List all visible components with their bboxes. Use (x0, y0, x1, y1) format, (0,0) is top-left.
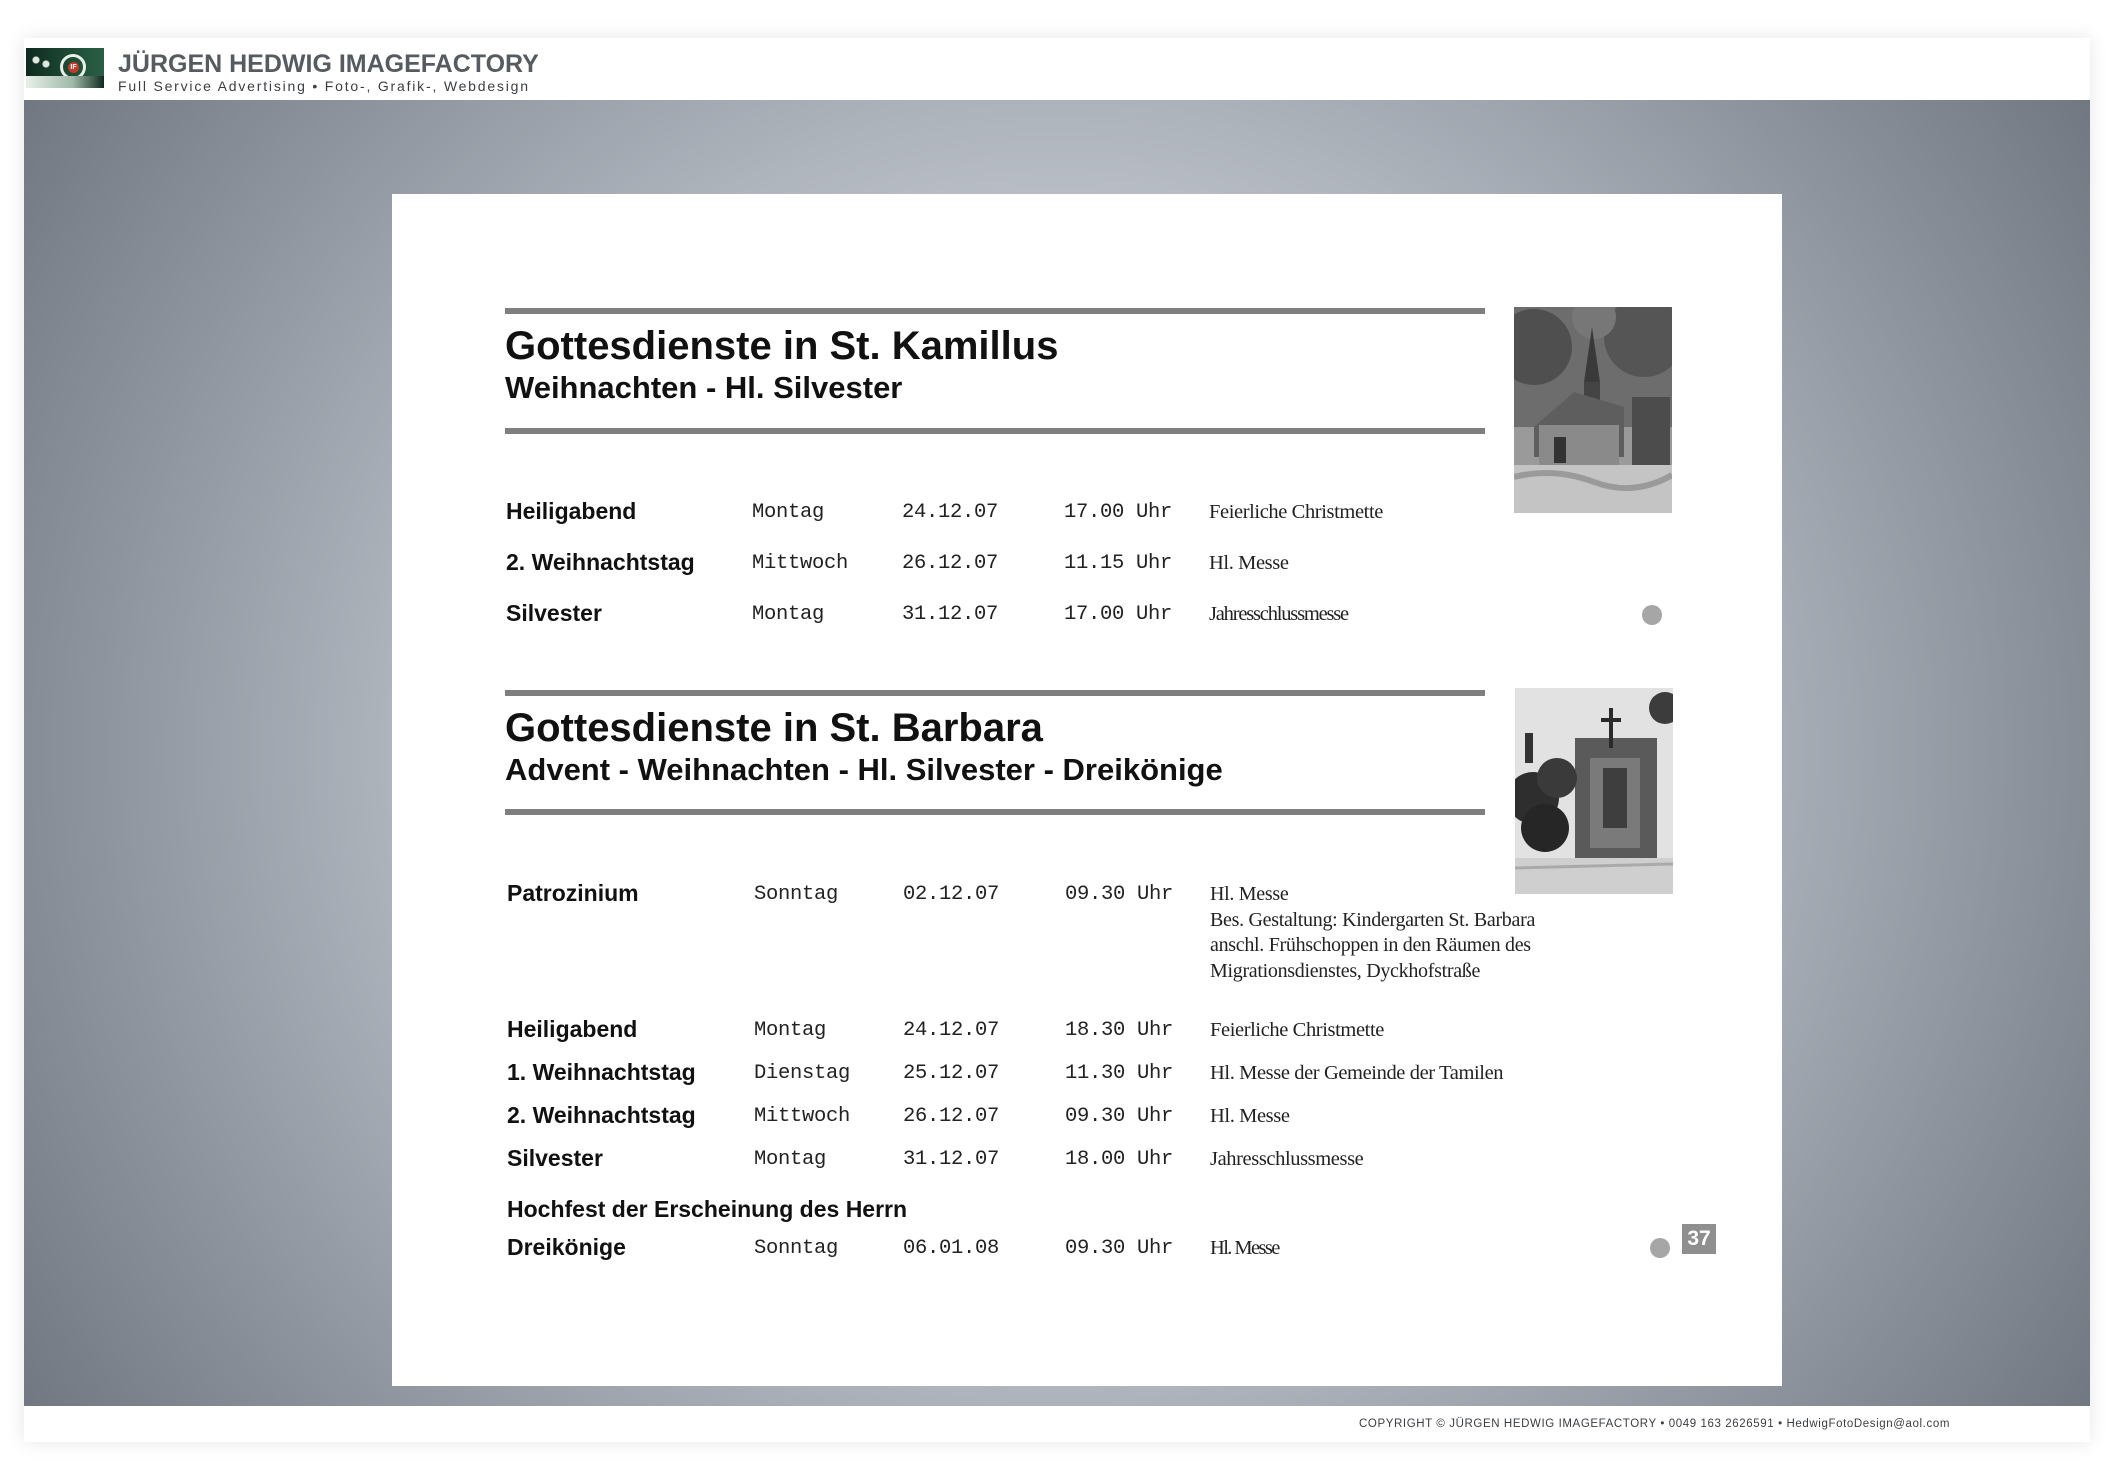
event-day: Montag (754, 1019, 827, 1042)
event-description: Feierliche Christmette (1210, 1019, 1384, 1041)
event-time: 09.30 Uhr (1065, 1237, 1174, 1260)
event-date: 24.12.07 (902, 501, 999, 524)
event-description-block (1210, 882, 1535, 984)
logo-dots-decoration (30, 52, 54, 72)
imagefactory-logo-icon (26, 48, 104, 88)
event-time: 11.15 Uhr (1064, 552, 1173, 575)
event-day: Dienstag (754, 1062, 851, 1085)
event-day: Montag (752, 603, 825, 626)
event-time: 11.30 Uhr (1065, 1062, 1174, 1085)
site-header (24, 38, 2090, 100)
section-subtitle: Advent - Weihnachten - Hl. Silvester - Dreikönige (505, 752, 1223, 787)
event-description: Hl. Messe (1209, 552, 1289, 574)
event-time: 18.30 Uhr (1065, 1019, 1174, 1042)
event-day: Montag (752, 501, 825, 524)
event-time: 09.30 Uhr (1065, 883, 1174, 906)
event-name: Dreikönige (507, 1234, 626, 1260)
event-name: Silvester (507, 1145, 603, 1171)
logo-bar-shape (26, 76, 104, 88)
event-time: 09.30 Uhr (1065, 1105, 1174, 1128)
event-description: Hl. Messe (1210, 1105, 1290, 1127)
event-date: 24.12.07 (903, 1019, 1000, 1042)
event-day: Sonntag (754, 1237, 839, 1260)
brochure-page (392, 194, 1782, 1386)
section-title: Gottesdienste in St. Barbara (505, 706, 1043, 750)
event-day: Sonntag (754, 883, 839, 906)
event-name: Patrozinium (507, 880, 639, 906)
event-description-line: Migrationsdienstes, Dyckhofstraße (1210, 959, 1481, 982)
logo-if-mark: IF (68, 62, 79, 73)
event-heading: Hochfest der Erscheinung des Herrn (507, 1196, 908, 1222)
section-rule-bottom (505, 428, 1485, 434)
event-date: 26.12.07 (903, 1105, 1000, 1128)
event-name: Silvester (506, 600, 602, 626)
section-subtitle: Weihnachten - Hl. Silvester (505, 370, 903, 405)
event-day: Mittwoch (754, 1105, 851, 1128)
event-description-line: anschl. Frühschoppen in den Räumen des (1210, 934, 1531, 956)
section-rule-top (505, 308, 1485, 314)
event-time: 17.00 Uhr (1064, 501, 1173, 524)
event-day: Montag (754, 1148, 827, 1171)
brand-name: JÜRGEN HEDWIG IMAGEFACTORY (118, 50, 539, 78)
event-date: 31.12.07 (903, 1148, 1000, 1171)
event-time: 18.00 Uhr (1065, 1148, 1174, 1171)
church-st-barbara-photo (1515, 688, 1673, 894)
event-description: Hl. Messe (1210, 1237, 1279, 1259)
event-name: 2. Weihnachtstag (507, 1102, 696, 1128)
bullet-dot (1650, 1238, 1670, 1258)
event-description: Jahresschlussmesse (1210, 1148, 1364, 1170)
event-description-line: Bes. Gestaltung: Kindergarten St. Barbara (1210, 908, 1536, 931)
event-description: Hl. Messe der Gemeinde der Tamilen (1210, 1062, 1504, 1084)
event-description: Feierliche Christmette (1209, 501, 1383, 523)
site-footer (24, 1406, 2090, 1442)
event-date: 06.01.08 (903, 1237, 1000, 1260)
event-name: Heiligabend (506, 498, 637, 524)
section-rule-top (505, 690, 1485, 696)
section-rule-bottom (505, 809, 1485, 815)
event-description: Jahresschlussmesse (1209, 603, 1348, 625)
event-name: 2. Weihnachtstag (506, 549, 695, 575)
section-title: Gottesdienste in St. Kamillus (505, 324, 1059, 368)
bullet-dot (1642, 605, 1662, 625)
church-st-kamillus-photo (1514, 307, 1672, 513)
event-name: Heiligabend (507, 1016, 638, 1042)
event-description-line: Hl. Messe (1210, 883, 1289, 905)
presentation-frame (24, 38, 2090, 1442)
event-day: Mittwoch (752, 552, 849, 575)
event-date: 31.12.07 (902, 603, 999, 626)
event-name: 1. Weihnachtstag (507, 1059, 696, 1085)
event-date: 02.12.07 (903, 883, 1000, 906)
event-date: 26.12.07 (902, 552, 999, 575)
event-date: 25.12.07 (903, 1062, 1000, 1085)
page-number: 37 (1682, 1224, 1716, 1254)
copyright-text: COPYRIGHT © JÜRGEN HEDWIG IMAGEFACTORY • 0049 163 2626591 • HedwigFotoDesign@aol.com (1359, 1418, 1950, 1430)
event-time: 17.00 Uhr (1064, 603, 1173, 626)
brand-tagline: Full Service Advertising • Foto-, Grafik-, Webdesign (118, 78, 530, 94)
